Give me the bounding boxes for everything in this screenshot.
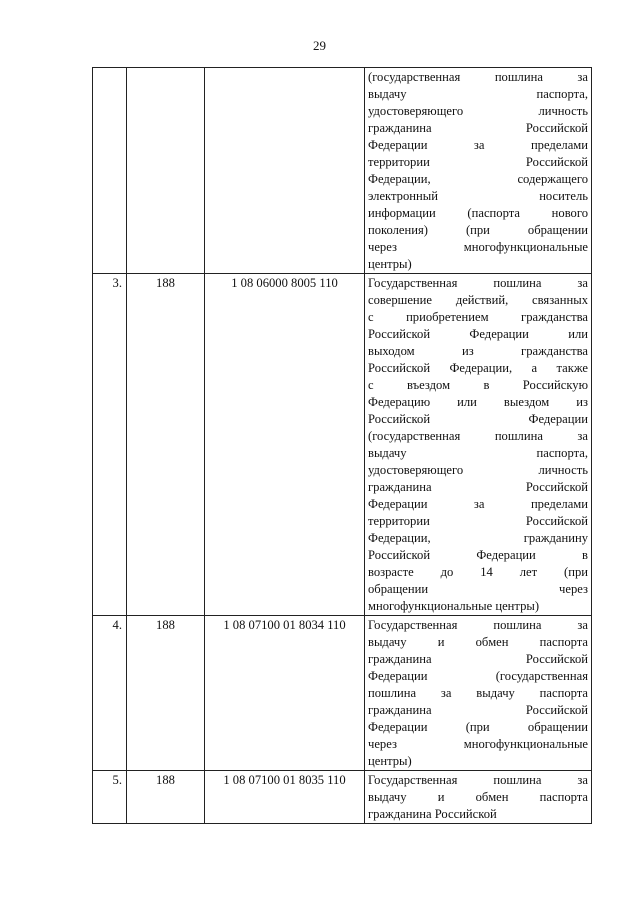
description-line: поколения) (при обращении	[368, 223, 588, 237]
description-line: Российской Федерации или	[368, 327, 588, 341]
description-line: электронный носитель	[368, 189, 588, 203]
description-line: гражданина Российской	[368, 703, 588, 717]
table-row	[93, 616, 592, 771]
description-line: гражданина Российской	[368, 807, 497, 821]
description-line: возрасте до 14 лет (при	[368, 565, 588, 579]
description-line: Российской Федерации	[368, 412, 588, 426]
row-number-cell	[93, 68, 127, 274]
description-line: Федерации (государственная	[368, 669, 588, 683]
description-line: Российской Федерации в	[368, 548, 588, 562]
admin-code-cell	[127, 68, 205, 274]
description-line: Федерацию или выездом из	[368, 395, 588, 409]
description-line: Федерации, содержащего	[368, 172, 588, 186]
description-line: выдачу паспорта,	[368, 87, 588, 101]
description-line: гражданина Российской	[368, 480, 588, 494]
description-line: с приобретением гражданства	[368, 310, 588, 324]
description-line: Федерации (при обращении	[368, 720, 588, 734]
description-cell	[365, 771, 592, 824]
description-cell	[365, 616, 592, 771]
admin-code-cell: 188	[127, 616, 205, 771]
description-line: совершение действий, связанных	[368, 293, 588, 307]
row-number-cell: 4.	[93, 616, 127, 771]
description-line: через многофункциональные	[368, 240, 588, 254]
description-line: с въездом в Российскую	[368, 378, 588, 392]
description-line: пошлина за выдачу паспорта	[368, 686, 588, 700]
description-line: (государственная пошлина за	[368, 429, 588, 443]
description-line: гражданина Российской	[368, 652, 588, 666]
description-line: (государственная пошлина за	[368, 70, 588, 84]
kbk-code-cell: 1 08 06000 8005 110	[205, 274, 365, 616]
row-number-cell: 3.	[93, 274, 127, 616]
description-line: Федерации, гражданину	[368, 531, 588, 545]
description-line: Государственная пошлина за	[368, 773, 588, 787]
description-line: центры)	[368, 754, 412, 768]
description-line: Российской Федерации, а также	[368, 361, 588, 375]
description-line: Государственная пошлина за	[368, 618, 588, 632]
page-number: 29	[313, 38, 326, 53]
description-line: информации (паспорта нового	[368, 206, 588, 220]
description-line: через многофункциональные	[368, 737, 588, 751]
description-line: многофункциональные центры)	[368, 599, 540, 613]
description-line: выдачу паспорта,	[368, 446, 588, 460]
description-line: выдачу и обмен паспорта	[368, 635, 588, 649]
description-cell	[365, 68, 592, 274]
description-line: территории Российской	[368, 155, 588, 169]
admin-code-cell: 188	[127, 274, 205, 616]
description-line: удостоверяющего личность	[368, 463, 588, 477]
row-number-cell: 5.	[93, 771, 127, 824]
budget-codes-table	[92, 67, 592, 824]
table-row	[93, 274, 592, 616]
table-row	[93, 68, 592, 274]
description-line: Федерации за пределами	[368, 497, 588, 511]
description-line: Государственная пошлина за	[368, 276, 588, 290]
kbk-code-cell: 1 08 07100 01 8035 110	[205, 771, 365, 824]
kbk-code-cell	[205, 68, 365, 274]
description-line: удостоверяющего личность	[368, 104, 588, 118]
description-line: центры)	[368, 257, 412, 271]
description-line: гражданина Российской	[368, 121, 588, 135]
description-cell	[365, 274, 592, 616]
table-row	[93, 771, 592, 824]
description-line: обращении через	[368, 582, 588, 596]
description-line: выходом из гражданства	[368, 344, 588, 358]
description-line: Федерации за пределами	[368, 138, 588, 152]
admin-code-cell: 188	[127, 771, 205, 824]
description-line: выдачу и обмен паспорта	[368, 790, 588, 804]
description-line: территории Российской	[368, 514, 588, 528]
kbk-code-cell: 1 08 07100 01 8034 110	[205, 616, 365, 771]
